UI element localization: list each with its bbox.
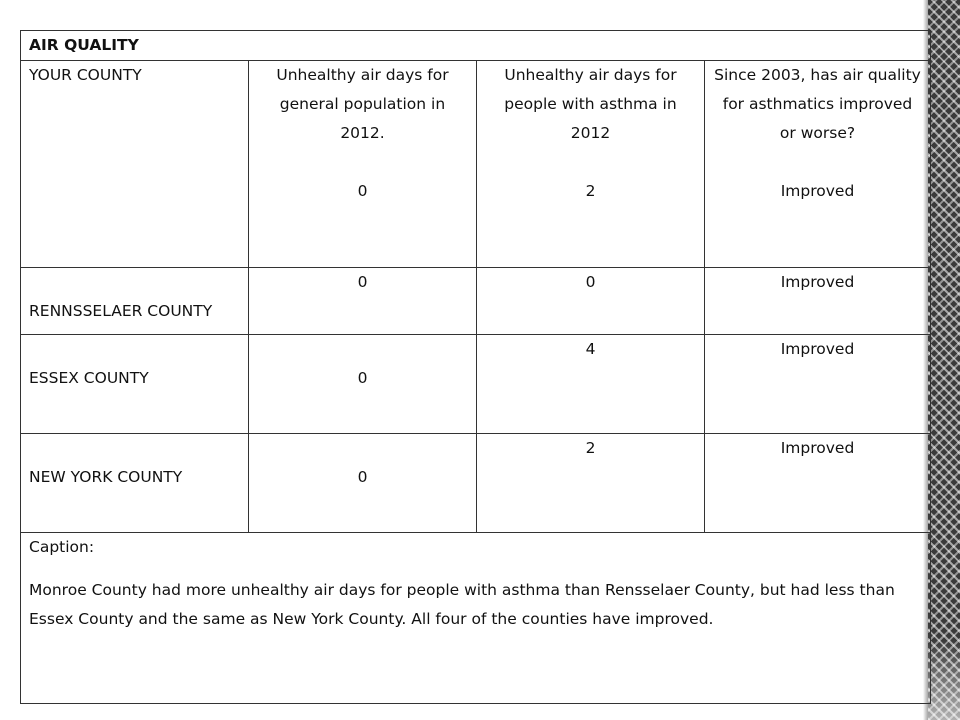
air-quality-table [20,30,931,704]
county-cell [21,434,249,533]
table-title-row [21,31,931,61]
your-county-general-days: 0 [357,182,368,200]
county-name: NEW YORK COUNTY [29,468,183,486]
county-name: ESSEX COUNTY [29,369,149,387]
your-county-label: YOUR COUNTY [29,66,142,84]
your-county-trend: Improved [780,182,855,200]
general-days-cell [249,335,477,434]
general-population-header: Unhealthy air days for general population in 2012. [276,66,449,142]
caption-label: Caption: [29,538,95,556]
trend-header: Since 2003, has air quality for asthmatics improved or worse? [714,66,921,142]
trend-value: Improved [780,340,855,358]
your-county-cell [21,61,249,268]
asthma-days-value: 0 [585,273,596,291]
caption-row [21,533,931,704]
asthma-days-cell [477,434,705,533]
asthma-days-value: 2 [585,439,596,457]
asthma-header: Unhealthy air days for people with asthma in 2012 [504,66,677,142]
table-header-row [21,61,931,268]
county-cell [21,268,249,335]
asthma-days-cell [477,268,705,335]
table-row [21,335,931,434]
your-county-asthma-days: 2 [585,182,596,200]
county-name: RENNSSELAER COUNTY [29,302,213,320]
trend-cell [705,434,931,533]
general-days-cell [249,434,477,533]
trend-cell [705,268,931,335]
asthma-days-value: 4 [585,340,596,358]
asthma-header-cell [477,61,705,268]
trend-header-cell [705,61,931,268]
table-title-cell [21,31,931,61]
general-days-value: 0 [357,273,368,291]
table-row [21,268,931,335]
general-days-value: 0 [357,468,368,486]
general-days-value: 0 [357,369,368,387]
caption-cell [21,533,931,704]
trend-cell [705,335,931,434]
caption-text: Monroe County had more unhealthy air days for people with asthma than Rensselaer County, but had less than Essex County and the same as New York County. All four of the counties have improved. [29,581,895,628]
table-row [21,434,931,533]
general-population-header-cell [249,61,477,268]
trend-value: Improved [780,439,855,457]
county-cell [21,335,249,434]
general-days-cell [249,268,477,335]
table-title: AIR QUALITY [29,36,139,54]
trend-value: Improved [780,273,855,291]
asthma-days-cell [477,335,705,434]
decorative-edge-border [928,0,960,720]
